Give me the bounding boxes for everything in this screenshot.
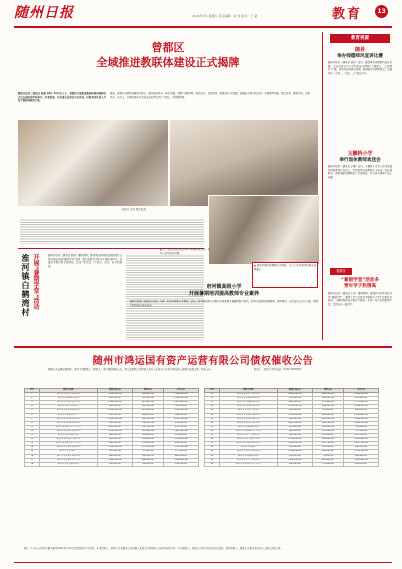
side-story-2-title: 举行退休教师欢送会 xyxy=(339,158,381,163)
table-cell: 61,500.00 xyxy=(312,434,343,438)
table-header-cell: 序号 xyxy=(205,389,220,393)
side-story-2 xyxy=(328,150,392,266)
table-cell: 1,350,000.00 xyxy=(97,446,132,450)
feature-vertical-title xyxy=(20,254,42,340)
table-row xyxy=(25,462,199,466)
table-cell: 198,300.00 xyxy=(132,421,163,425)
table-cell: 190,000.00 xyxy=(97,462,132,466)
main-photo-caption: （通讯员 张磊 摄影报道） xyxy=(120,208,148,211)
table-cell: 350,000.00 xyxy=(277,409,312,413)
table-cell: 2,042,800.00 xyxy=(343,458,378,462)
table-cell: 108,900.00 xyxy=(312,425,343,429)
small-photo-caption: ▲ 曾都区教联体揭牌仪式现场，与会人员参观学校教育成果展示。 xyxy=(252,262,318,288)
table-cell: 2,420,700.00 xyxy=(343,442,378,446)
table-cell: 745,200.00 xyxy=(163,405,198,409)
table-cell: 33 xyxy=(205,450,220,454)
table-header-cell: 借款本金(元) xyxy=(97,389,132,393)
table-cell: 3,088,300.00 xyxy=(343,393,378,397)
table-cell: 1,060,350.00 xyxy=(163,397,198,401)
table-cell: 1,650,000.00 xyxy=(277,413,312,417)
table-cell: 450,000.00 xyxy=(97,425,132,429)
section-title: 教育 xyxy=(332,7,363,22)
feature-subtitle-text: 开展“暑期学堂”活动 xyxy=(32,254,39,310)
table-cell: 21 xyxy=(205,401,220,405)
table-cell: 1,920,600.00 xyxy=(163,409,198,413)
table-cell: 14 xyxy=(25,446,40,450)
table-cell: 16 xyxy=(25,454,40,458)
table-cell: 1,205,400.00 xyxy=(163,438,198,442)
side-story-1-body: 随州日报讯（通讯员 刘伟）近日，随县举办师德师风宣讲比赛，来自全县各中小学校的选手围绕“立德树人、爱岗敬业”主题，讲述身边的教育故事，展现新时代教师风采。比赛评出一等奖、二等奖、三等奖若干名。 xyxy=(328,61,392,75)
side-story-3-tag: 曾都区 xyxy=(330,268,352,275)
table-cell: 随州市某某养殖专业合作社 xyxy=(39,425,97,429)
table-cell: 34 xyxy=(205,454,220,458)
table-cell: 2,400,000.00 xyxy=(277,393,312,397)
table-cell: 220,000.00 xyxy=(97,450,132,454)
table-cell: 1,420,000.00 xyxy=(277,421,312,425)
main-story-body: 据悉，曾都区以教联体建设为抓手，推动城乡教育一体化发展，按照“以强带弱、城乡结对、资源共享、整体提升”的思路，组建若干教育联合体，实现管理共通、师资共享、教研共进、质量共升。仪式上，各教联体牵头学校与成员学校签订了协议，并现场授牌。 xyxy=(110,92,310,99)
table-cell: 36 xyxy=(205,462,220,466)
table-cell: 30 xyxy=(205,438,220,442)
story-3-title: 府河镇高级小学 开展暑期培训提高教师专业素养 xyxy=(188,284,259,297)
right-column-divider xyxy=(322,32,323,340)
table-cell: 978,300.00 xyxy=(163,421,198,425)
table-header-cell: 借款人名称 xyxy=(39,389,97,393)
table-cell: 518,900.00 xyxy=(343,425,378,429)
table-cell: 720,000.00 xyxy=(277,397,312,401)
photo-caption-box: ▲ 学生们在志愿者的带领下开展阅读活动，培养良好的阅读习惯。 xyxy=(160,248,210,255)
table-cell: 随州市某某茶叶有限公司 xyxy=(39,454,97,458)
side-story-2-kicker: 玉獭桥小学 xyxy=(347,151,373,157)
table-cell: 88,450.00 xyxy=(132,413,163,417)
table-cell: 286,300.00 xyxy=(312,450,343,454)
table-header-cell: 借款本金(元) xyxy=(277,389,312,393)
table-cell: 6 xyxy=(25,413,40,417)
table-cell: 4,105,100.00 xyxy=(163,417,198,421)
table-cell: 356,420.00 xyxy=(132,393,163,397)
table-cell: 随州市某某电器经营部 xyxy=(39,434,97,438)
table-cell: 372,250.00 xyxy=(132,446,163,450)
table-cell: 1,556,420.00 xyxy=(163,393,198,397)
table-cell: 780,000.00 xyxy=(97,421,132,425)
side-story-3 xyxy=(328,278,392,340)
table-cell: 147,200.00 xyxy=(312,429,343,433)
table-cell: 23 xyxy=(205,409,220,413)
table-cell: 2,000,000.00 xyxy=(97,401,132,405)
table-cell: 随州市某某超市 xyxy=(219,446,277,450)
table-cell: 344,100.00 xyxy=(312,405,343,409)
table-cell: 1,800,000.00 xyxy=(97,458,132,462)
table-cell: 28 xyxy=(205,429,220,433)
table-cell: 2,690,400.00 xyxy=(343,438,378,442)
table-cell: 612,800.00 xyxy=(132,401,163,405)
table-cell: 420,600.00 xyxy=(132,409,163,413)
table-cell: 20 xyxy=(205,397,220,401)
table-cell: 688,300.00 xyxy=(312,393,343,397)
table-cell: 430,000.00 xyxy=(277,462,312,466)
table-cell: 80,100.00 xyxy=(312,446,343,450)
page-number-badge xyxy=(375,5,388,18)
table-cell: 10 xyxy=(25,429,40,433)
table-cell: 随州市某某服装加工厂 xyxy=(39,413,97,417)
table-cell: 2,105,800.00 xyxy=(343,413,378,417)
table-cell: 231,400.00 xyxy=(312,401,343,405)
ad-intro: 根据有关法律法规规定，现对下列借款人（担保人）进行债权催收公告。请上述借款人及担保人从本公告发布之日起立即向我公司履行还款义务。特此公告。 xyxy=(48,368,213,371)
side-story-1 xyxy=(328,46,392,146)
table-cell: 9 xyxy=(25,425,40,429)
table-cell: 随州市某某建材有限公司 xyxy=(219,413,277,417)
debt-table-right-wrap xyxy=(204,388,379,467)
table-header-cell: 利息(元) xyxy=(312,389,343,393)
page-bottom-rule xyxy=(14,562,392,563)
table-cell: 随州市某某酒业有限公司 xyxy=(219,417,277,421)
table-cell: 1,250,000.00 xyxy=(277,405,312,409)
table-cell: 随州市某某装饰工程公司 xyxy=(39,438,97,442)
table-cell: 980,000.00 xyxy=(277,417,312,421)
debt-table-right xyxy=(204,388,379,467)
table-cell: 910,500.00 xyxy=(343,397,378,401)
table-cell: 270,000.00 xyxy=(277,454,312,458)
table-cell: 随州市某某电子科技公司 xyxy=(219,421,277,425)
table-cell: 600,000.00 xyxy=(97,405,132,409)
table-cell: 随州市某某食品有限公司 xyxy=(39,409,97,413)
table-cell: 260,000.00 xyxy=(97,434,132,438)
table-cell: 113,600.00 xyxy=(312,462,343,466)
table-cell: 140,900.00 xyxy=(132,454,163,458)
table-cell: 70,900.00 xyxy=(312,454,343,458)
table-cell: 24 xyxy=(205,413,220,417)
table-cell: 1,900,000.00 xyxy=(277,442,312,446)
table-cell: 随州市某某运输有限公司 xyxy=(219,401,277,405)
table-cell: 26 xyxy=(205,421,220,425)
table-cell: 29 xyxy=(205,434,220,438)
table-cell: 680,900.00 xyxy=(163,454,198,458)
table-row xyxy=(205,462,379,466)
table-cell: 25 xyxy=(205,417,220,421)
side-story-3-body: 随州日报讯（通讯员 王芳）暑假期间，曾都区各社区纷纷开设“暑假学堂”，邀请大学生志愿者为辖区中小学生提供作业辅导、兴趣培训和安全教育等服务，丰富了孩子们的假期生活，受到家长一致好评。 xyxy=(328,292,392,306)
table-cell: 262,300.00 xyxy=(312,417,343,421)
table-cell: 590,400.00 xyxy=(312,438,343,442)
table-cell: 随州市某某果蔬专业合作社 xyxy=(219,429,277,433)
table-cell: 455,800.00 xyxy=(312,413,343,417)
table-cell: 随州市某某汽车配件厂 xyxy=(39,405,97,409)
table-cell: 22 xyxy=(205,405,220,409)
table-cell: 540,000.00 xyxy=(97,454,132,458)
table-cell: 240,000.00 xyxy=(277,434,312,438)
table-cell: 543,600.00 xyxy=(343,462,378,466)
table-cell: 390,100.00 xyxy=(343,446,378,450)
table-cell: 388,450.00 xyxy=(163,413,198,417)
table-cell: 238,200.00 xyxy=(163,462,198,466)
table-cell: 1,242,300.00 xyxy=(343,417,378,421)
main-story-title: 曾都区 全域推进教联体建设正式揭牌 xyxy=(96,41,240,69)
table-cell: 35 xyxy=(205,458,220,462)
table-cell: 560,000.00 xyxy=(277,429,312,433)
table-cell: 4 xyxy=(25,405,40,409)
table-cell: 1,600,000.00 xyxy=(277,458,312,462)
table-cell: 随州市某某物流有限公司 xyxy=(39,421,97,425)
table-cell: 随州市某某粮油经营部 xyxy=(219,425,277,429)
table-cell: 随州市某某工贸有限公司 xyxy=(219,458,277,462)
table-cell: 随州市某某香菇专业合作社 xyxy=(39,442,97,446)
table-cell: 17 xyxy=(25,458,40,462)
table-cell: 随州市某某种植专业合作社 xyxy=(219,462,277,466)
table-cell: 856,500.00 xyxy=(163,442,198,446)
table-cell: 随州市某某农业发展公司 xyxy=(39,401,97,405)
masthead-rule xyxy=(14,26,392,28)
main-photo-text xyxy=(20,218,204,244)
table-cell: 11 xyxy=(25,434,40,438)
table-cell: 389,700.00 xyxy=(312,421,343,425)
section-tag-box: 教育视窗 xyxy=(330,34,390,43)
main-story-lead: 随州日报讯（通讯员 黄丽 李明）8月3日上午，曾都区全域推进教联体建设揭牌仪式在东城实验学校举行。区委常委、宣传部长出席仪式并讲话，区教育局负责人介绍了教联体建设方案。 xyxy=(18,92,106,103)
ad-contact: 联系人：张先生 联系电话：0722-3333333 xyxy=(254,368,302,371)
table-cell: 570,700.00 xyxy=(163,425,198,429)
masthead xyxy=(0,0,402,30)
table-cell: 310,000.00 xyxy=(277,446,312,450)
table-cell: 707,200.00 xyxy=(343,429,378,433)
table-cell: 随州市某某水产养殖场 xyxy=(219,409,277,413)
table-cell: 1,100,000.00 xyxy=(97,429,132,433)
main-photo-ceremony xyxy=(18,120,168,206)
table-cell: 880,000.00 xyxy=(277,401,312,405)
table-cell: 31 xyxy=(205,442,220,446)
table-cell: 1,500,000.00 xyxy=(97,409,132,413)
table-header-cell: 序号 xyxy=(25,389,40,393)
table-cell: 27 xyxy=(205,425,220,429)
table-cell: 69,800.00 xyxy=(132,434,163,438)
masthead-info: 2021年8月 星期五 责任编辑：张 伟 版式：王 敏 xyxy=(192,14,258,18)
side-story-1-kicker: 随县 xyxy=(354,47,365,53)
table-cell: 随州市某某药业有限公司 xyxy=(219,450,277,454)
table-cell: 950,000.00 xyxy=(97,438,132,442)
table-cell: 随州市某某纺织有限公司 xyxy=(219,405,277,409)
feature-story-body: 随州日报讯（通讯员 陈静）暑假期间，淮河镇白鹤湾村依托新时代文明实践站开展“暑期学堂”活动，组织志愿者为留守儿童辅导作业、开展安全教育和文体活动，让孩子们度过一个快乐、充实、安全的假期。 xyxy=(48,254,122,268)
table-cell: 随州市某某五金经营部 xyxy=(39,462,97,466)
table-cell: 13 xyxy=(25,442,40,446)
table-cell: 1,111,400.00 xyxy=(343,401,378,405)
table-cell: 随州市某某商贸有限公司 xyxy=(39,429,97,433)
table-cell: 7 xyxy=(25,417,40,421)
side-story-2-body: 随州日报讯（通讯员 李娜）近日，玉獭桥小学为三位光荣退休的教师举行欢送会。学校领导对老教师几十年如一日扎根教育、默默奉献的精神表示崇高敬意，并代表全体师生送上祝福。 xyxy=(328,165,392,179)
table-cell: 329,800.00 xyxy=(163,434,198,438)
table-cell: 随州市某某贸易有限公司 xyxy=(39,393,97,397)
debt-table-left-wrap xyxy=(24,388,199,467)
table-cell: 32 xyxy=(205,446,220,450)
table-cell: 随州市某某广告有限公司 xyxy=(219,434,277,438)
table-cell: 120,700.00 xyxy=(132,425,163,429)
table-cell: 57,300.00 xyxy=(132,450,163,454)
ad-footnote: 备注：1.本公告所列金额为截至2021年7月31日的借款本金及利息；2.请借款人、担保人及其继承人或承继人见报后立即到我公司办理还款手续；3.如借款人、担保人已经不存在或者已变更，请其承继人、债务人及相关单位或个人履行还款义务。 xyxy=(24,547,283,550)
table-cell: 850,000.00 xyxy=(97,397,132,401)
table-cell: 410,000.00 xyxy=(277,425,312,429)
table-header-cell: 利息(元) xyxy=(132,389,163,393)
table-cell: 8 xyxy=(25,421,40,425)
table-cell: 随州市某某钢构有限公司 xyxy=(219,442,277,446)
table-cell: 48,200.00 xyxy=(132,462,163,466)
table-cell: 301,900.00 xyxy=(132,429,163,433)
table-cell: 2,100,000.00 xyxy=(277,438,312,442)
table-cell: 1 xyxy=(25,393,40,397)
table-cell: 随州市某某建筑劳务公司 xyxy=(39,458,97,462)
table-cell: 498,600.00 xyxy=(132,458,163,462)
table-cell: 19 xyxy=(205,393,220,397)
story-3 xyxy=(130,284,318,342)
table-cell: 442,600.00 xyxy=(343,409,378,413)
table-cell: 1,594,100.00 xyxy=(343,405,378,409)
table-cell: 5 xyxy=(25,409,40,413)
table-cell: 520,700.00 xyxy=(312,442,343,446)
table-cell: 15 xyxy=(25,450,40,454)
table-cell: 300,000.00 xyxy=(97,413,132,417)
table-cell: 2,298,600.00 xyxy=(163,458,198,462)
main-story xyxy=(18,40,318,118)
table-cell: 18 xyxy=(25,462,40,466)
table-cell: 255,400.00 xyxy=(132,438,163,442)
side-story-1-title: 举办师德师风宣讲比赛 xyxy=(337,54,383,59)
table-cell: 3 xyxy=(25,401,40,405)
table-cell: 随州市某某化工有限公司 xyxy=(219,393,277,397)
table-header-cell: 合计(元) xyxy=(163,389,198,393)
ad-top-rule xyxy=(14,346,392,348)
debt-table-left xyxy=(24,388,199,467)
table-cell: 340,900.00 xyxy=(343,454,378,458)
table-cell: 随州市某某汽车销售公司 xyxy=(219,438,277,442)
table-cell: 1,722,250.00 xyxy=(163,446,198,450)
paper-name: 随州日报 xyxy=(14,5,74,21)
page-number: 13 xyxy=(377,8,386,15)
table-cell: 1,050,000.00 xyxy=(277,450,312,454)
table-cell: 277,300.00 xyxy=(163,450,198,454)
main-photo-exhibition xyxy=(170,120,318,206)
table-cell: 1,200,000.00 xyxy=(97,393,132,397)
side-story-3-title: “暑假学堂”活动多 青年学子热情高 xyxy=(340,278,380,289)
main-photo-students xyxy=(208,195,320,265)
table-cell: 3,200,000.00 xyxy=(97,417,132,421)
story-3-body: 随州日报讯（通讯员 刘洋）为进一步提升教师专业素养，近日，府河镇高级小学组织全体教师开展暑期集中培训。培训内容涵盖师德师风、课堂教学、信息技术应用等方面，教师们纷纷表示收获满满。 xyxy=(130,300,318,307)
table-cell: 12 xyxy=(25,438,40,442)
table-cell: 随州市某某机械制造公司 xyxy=(39,417,97,421)
table-cell: 随州市某某陶瓷经营部 xyxy=(219,454,277,458)
table-cell: 92,600.00 xyxy=(312,409,343,413)
table-cell: 176,500.00 xyxy=(132,442,163,446)
table-cell: 随州市某某木业有限公司 xyxy=(39,446,97,450)
table-cell: 2,612,800.00 xyxy=(163,401,198,405)
table-cell: 1,401,900.00 xyxy=(163,429,198,433)
table-cell: 随州市某某印刷厂 xyxy=(39,450,97,454)
table-cell: 随州市某某家具有限公司 xyxy=(219,397,277,401)
table-cell: 随州市某某建材经营部 xyxy=(39,397,97,401)
table-cell: 301,500.00 xyxy=(343,434,378,438)
table-cell: 680,000.00 xyxy=(97,442,132,446)
table-cell: 905,100.00 xyxy=(132,417,163,421)
table-cell: 1,809,700.00 xyxy=(343,421,378,425)
table-cell: 2 xyxy=(25,397,40,401)
table-cell: 442,800.00 xyxy=(312,458,343,462)
table-cell: 210,350.00 xyxy=(132,397,163,401)
table-header-cell: 合计(元) xyxy=(343,389,378,393)
table-header-cell: 借款人名称 xyxy=(219,389,277,393)
ad-title: 随州市鸿运国有资产运营有限公司债权催收公告 xyxy=(92,356,314,367)
table-cell: 190,500.00 xyxy=(312,397,343,401)
feature-title-text: 淮河镇白鹤湾村 xyxy=(21,254,30,317)
table-cell: 145,200.00 xyxy=(132,405,163,409)
table-cell: 1,336,300.00 xyxy=(343,450,378,454)
